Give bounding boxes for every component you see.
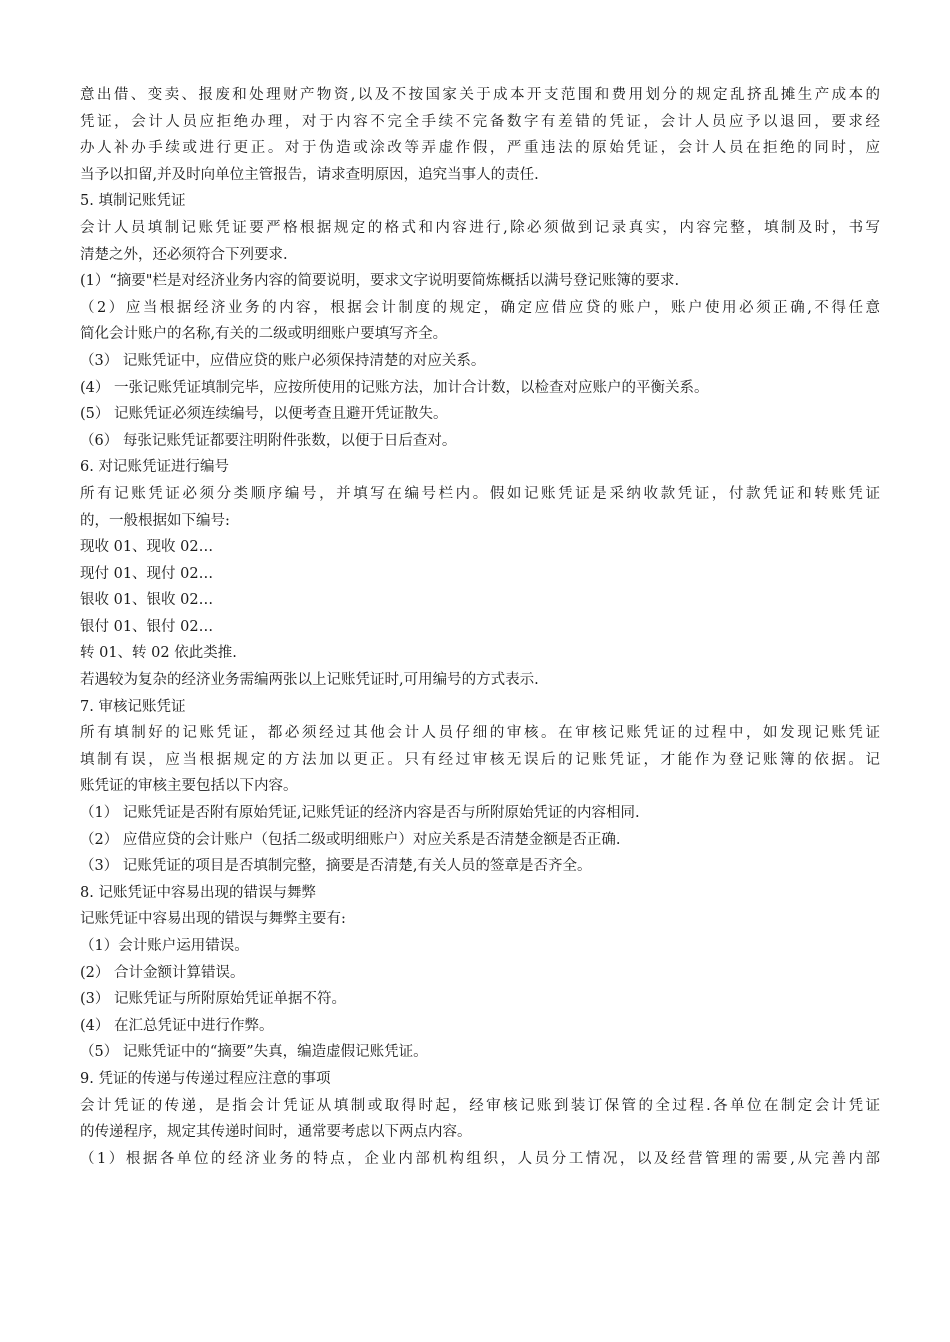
text-line: （1）会计账户运用错误。	[80, 938, 249, 954]
text-line: (4） 在汇总凭证中进行作弊。	[80, 1017, 274, 1034]
text-line: (4） 一张记账凭证填制完毕，应按所使用的记账方法，加计合计数，以检查对应账户的平衡关系。	[80, 379, 709, 396]
text-line: 银收 01、银收 02…	[80, 592, 214, 609]
text-line: （1） 记账凭证是否附有原始凭证,记账凭证的经济内容是否与所附原始凭证的内容相同.	[80, 805, 640, 822]
text-line: 会计人员填制记账凭证要严格根据规定的格式和内容进行,除必须做到记录真实，内容完整，填制及时，书写	[80, 219, 880, 236]
text-line: (3） 记账凭证与所附原始凭证单据不符。	[80, 991, 346, 1008]
text-line: 记账凭证中容易出现的错误与舞弊主要有:	[80, 911, 346, 928]
text-line: 会计凭证的传递，是指会计凭证从填制或取得时起，经审核记账到装订保管的全过程.各单位在制定会计凭证	[80, 1097, 880, 1114]
text-line: 7. 审核记账凭证	[80, 698, 186, 715]
text-line: （6） 每张记账凭证都要注明附件张数，以便于日后查对。	[80, 432, 457, 449]
text-line: 账凭证的审核主要包括以下内容。	[80, 778, 298, 795]
text-line: （3） 记账凭证的项目是否填制完整，摘要是否清楚,有关人员的签章是否齐全。	[80, 858, 592, 875]
text-line: 现收 01、现收 02…	[80, 539, 214, 556]
text-line: (1）“摘要"栏是对经济业务内容的简要说明，要求文字说明要简炼概括以满号登记账簿的要求.	[80, 273, 680, 290]
text-line: 清楚之外，还必须符合下列要求.	[80, 246, 288, 263]
text-line: 意出借、变卖、报废和处理财产物资,以及不按国家关于成本开支范围和费用划分的规定乱挤乱摊生产成本的	[80, 87, 880, 103]
text-line: （5） 记账凭证中的“摘要”失真，编造虚假记账凭证。	[80, 1044, 428, 1061]
document-body	[80, 82, 880, 1172]
text-line: （2）应当根据经济业务的内容，根据会计制度的规定，确定应借应贷的账户，账户使用必须正确,不得任意	[80, 299, 880, 316]
text-line: (5） 记账凭证必须连续编号，以便考查且避开凭证散失。	[80, 406, 448, 423]
text-line: 8. 记账凭证中容易出现的错误与舞弊	[80, 884, 316, 901]
text-line: （1）根据各单位的经济业务的特点，企业内部机构组织，人员分工情况，以及经营管理的需要,从完善内部	[80, 1150, 880, 1167]
text-line: 办人补办手续或进行更正。对于伪造或涂改等弄虚作假，严重违法的原始凭证，会计人员在拒绝的同时，应	[80, 140, 880, 157]
text-line: 若遇较为复杂的经济业务需编两张以上记账凭证时,可用编号的方式表示.	[80, 672, 539, 689]
text-line: 凭证，会计人员应拒绝办理，对于内容不完全手续不完备数字有差错的凭证，会计人员应予以退回，要求经	[80, 113, 880, 130]
text-line: 的，一般根据如下编号:	[80, 512, 230, 529]
text-line: 所有填制好的记账凭证，都必须经过其他会计人员仔细的审核。在审核记账凭证的过程中，如发现记账凭证	[80, 725, 880, 742]
text-line: 简化会计账户的名称,有关的二级或明细账户要填写齐全。	[80, 326, 448, 343]
text-line: 现付 01、现付 02…	[80, 565, 214, 582]
text-line: （2） 应借应贷的会计账户（包括二级或明细账户）对应关系是否清楚金额是否正确.	[80, 831, 621, 848]
text-line: （3） 记账凭证中，应借应贷的账户必须保持清楚的对应关系。	[80, 352, 486, 369]
text-line: 5. 填制记账凭证	[80, 193, 186, 210]
text-line: 银付 01、银付 02…	[80, 618, 214, 635]
text-line: 所有记账凭证必须分类顺序编号，并填写在编号栏内。假如记账凭证是采纳收款凭证，付款凭证和转账凭证	[80, 485, 880, 502]
text-line: 转 01、转 02 依此类推.	[80, 645, 237, 662]
text-line: 当予以扣留,并及时向单位主管报告，请求查明原因，追究当事人的责任.	[80, 166, 539, 183]
text-line: (2） 合计金额计算错误。	[80, 964, 245, 981]
text-line: 的传递程序，规定其传递时间时，通常要考虑以下两点内容。	[80, 1124, 472, 1141]
text-line: 9. 凭证的传递与传递过程应注意的事项	[80, 1070, 331, 1087]
text-line: 6. 对记账凭证进行编号	[80, 459, 229, 476]
text-line: 填制有误，应当根据规定的方法加以更正。只有经过审核无误后的记账凭证，才能作为登记账簿的依据。记	[80, 751, 880, 768]
